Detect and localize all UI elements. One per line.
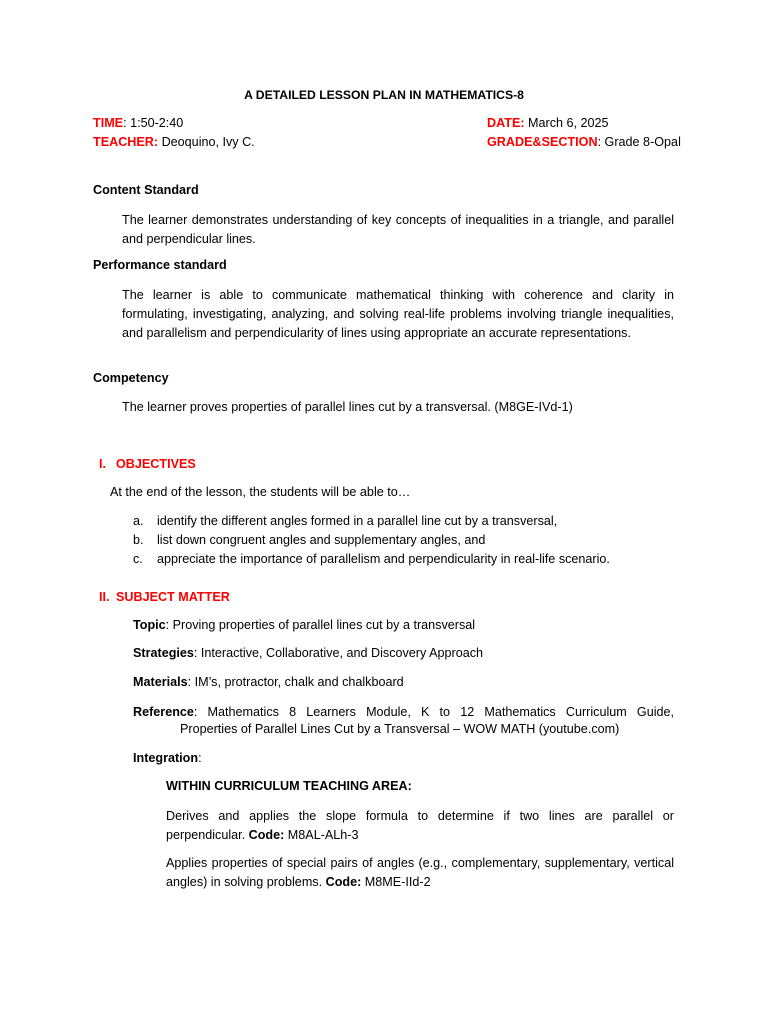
- objective-marker-b: b.: [133, 533, 144, 547]
- within-curriculum-item-2: [166, 854, 674, 892]
- materials-value: : IM’s, protractor, chalk and chalkboard: [187, 675, 404, 689]
- reference-row: [133, 703, 674, 722]
- objectives-number: I.: [99, 457, 106, 471]
- subject-matter-heading: SUBJECT MATTER: [116, 590, 230, 604]
- grade-row: [487, 135, 681, 149]
- date-label: DATE:: [487, 116, 525, 130]
- within-curriculum-heading: WITHIN CURRICULUM TEACHING AREA:: [166, 779, 412, 793]
- objective-text-c: appreciate the importance of parallelism and perpendicularity in real-life scenario.: [157, 552, 610, 566]
- document-title: A DETAILED LESSON PLAN IN MATHEMATICS-8: [244, 88, 524, 102]
- competency-text: The learner proves properties of parallel lines cut by a transversal. (M8GE-IVd-1): [122, 400, 573, 414]
- topic-label: Topic: [133, 618, 166, 632]
- strategies-value: : Interactive, Collaborative, and Discovery Approach: [193, 646, 484, 660]
- materials-label: Materials: [133, 675, 188, 689]
- reference-value: : Mathematics 8 Learners Module, K to 12 Mathematics Curriculum Guide,: [193, 705, 674, 719]
- materials-row: [133, 675, 404, 689]
- topic-row: [133, 618, 475, 632]
- within-item-1-code: M8AL-ALh-3: [284, 828, 359, 842]
- reference-label: Reference: [133, 705, 194, 719]
- integration-colon: :: [198, 751, 202, 765]
- performance-standard-heading: Performance standard: [93, 258, 227, 272]
- objectives-intro: At the end of the lesson, the students will be able to…: [110, 485, 411, 499]
- date-row: [487, 116, 609, 130]
- within-item-2-code: M8ME-IId-2: [361, 875, 431, 889]
- teacher-label: TEACHER:: [93, 135, 159, 149]
- objectives-heading: OBJECTIVES: [116, 457, 196, 471]
- objective-marker-a: a.: [133, 514, 144, 528]
- performance-standard-text: The learner is able to communicate mathematical thinking with coherence and clarity in formulating, investigating, analyzing, and solving real-life problems involving triangle inequalities, and parallelism and perpendicularity of lines using appropriate an accurate representations.: [122, 288, 674, 340]
- objective-text-a: identify the different angles formed in a parallel line cut by a transversal,: [157, 514, 558, 528]
- reference-line-2: Properties of Parallel Lines Cut by a Transversal – WOW MATH (youtube.com): [180, 722, 620, 736]
- teacher-row: [93, 135, 255, 149]
- integration-row: [133, 751, 202, 765]
- competency-heading: Competency: [93, 371, 169, 385]
- content-standard-heading: Content Standard: [93, 183, 199, 197]
- date-value: March 6, 2025: [524, 116, 609, 130]
- grade-label: GRADE&SECTION: [487, 135, 598, 149]
- within-item-2-text: Applies properties of special pairs of angles (e.g., complementary, supplementary, vertical angles) in solving problems.: [166, 856, 674, 889]
- within-item-2-code-label: Code:: [325, 875, 362, 889]
- time-value: : 1:50-2:40: [123, 116, 184, 130]
- time-label: TIME: [93, 116, 124, 130]
- teacher-value: Deoquino, Ivy C.: [158, 135, 255, 149]
- within-item-1-text: Derives and applies the slope formula to determine if two lines are parallel or perpendicular.: [166, 809, 674, 842]
- content-standard-text: The learner demonstrates understanding of key concepts of inequalities in a triangle, and parallel and perpendicular lines.: [122, 213, 674, 246]
- within-curriculum-item-1: [166, 807, 674, 845]
- integration-label: Integration: [133, 751, 199, 765]
- strategies-label: Strategies: [133, 646, 194, 660]
- subject-matter-number: II.: [99, 590, 110, 604]
- strategies-row: [133, 646, 483, 660]
- grade-value: : Grade 8-Opal: [597, 135, 681, 149]
- objective-marker-c: c.: [133, 552, 143, 566]
- topic-value: : Proving properties of parallel lines cut by a transversal: [165, 618, 476, 632]
- within-item-1-code-label: Code:: [248, 828, 285, 842]
- objective-text-b: list down congruent angles and supplementary angles, and: [157, 533, 486, 547]
- time-row: [93, 116, 183, 130]
